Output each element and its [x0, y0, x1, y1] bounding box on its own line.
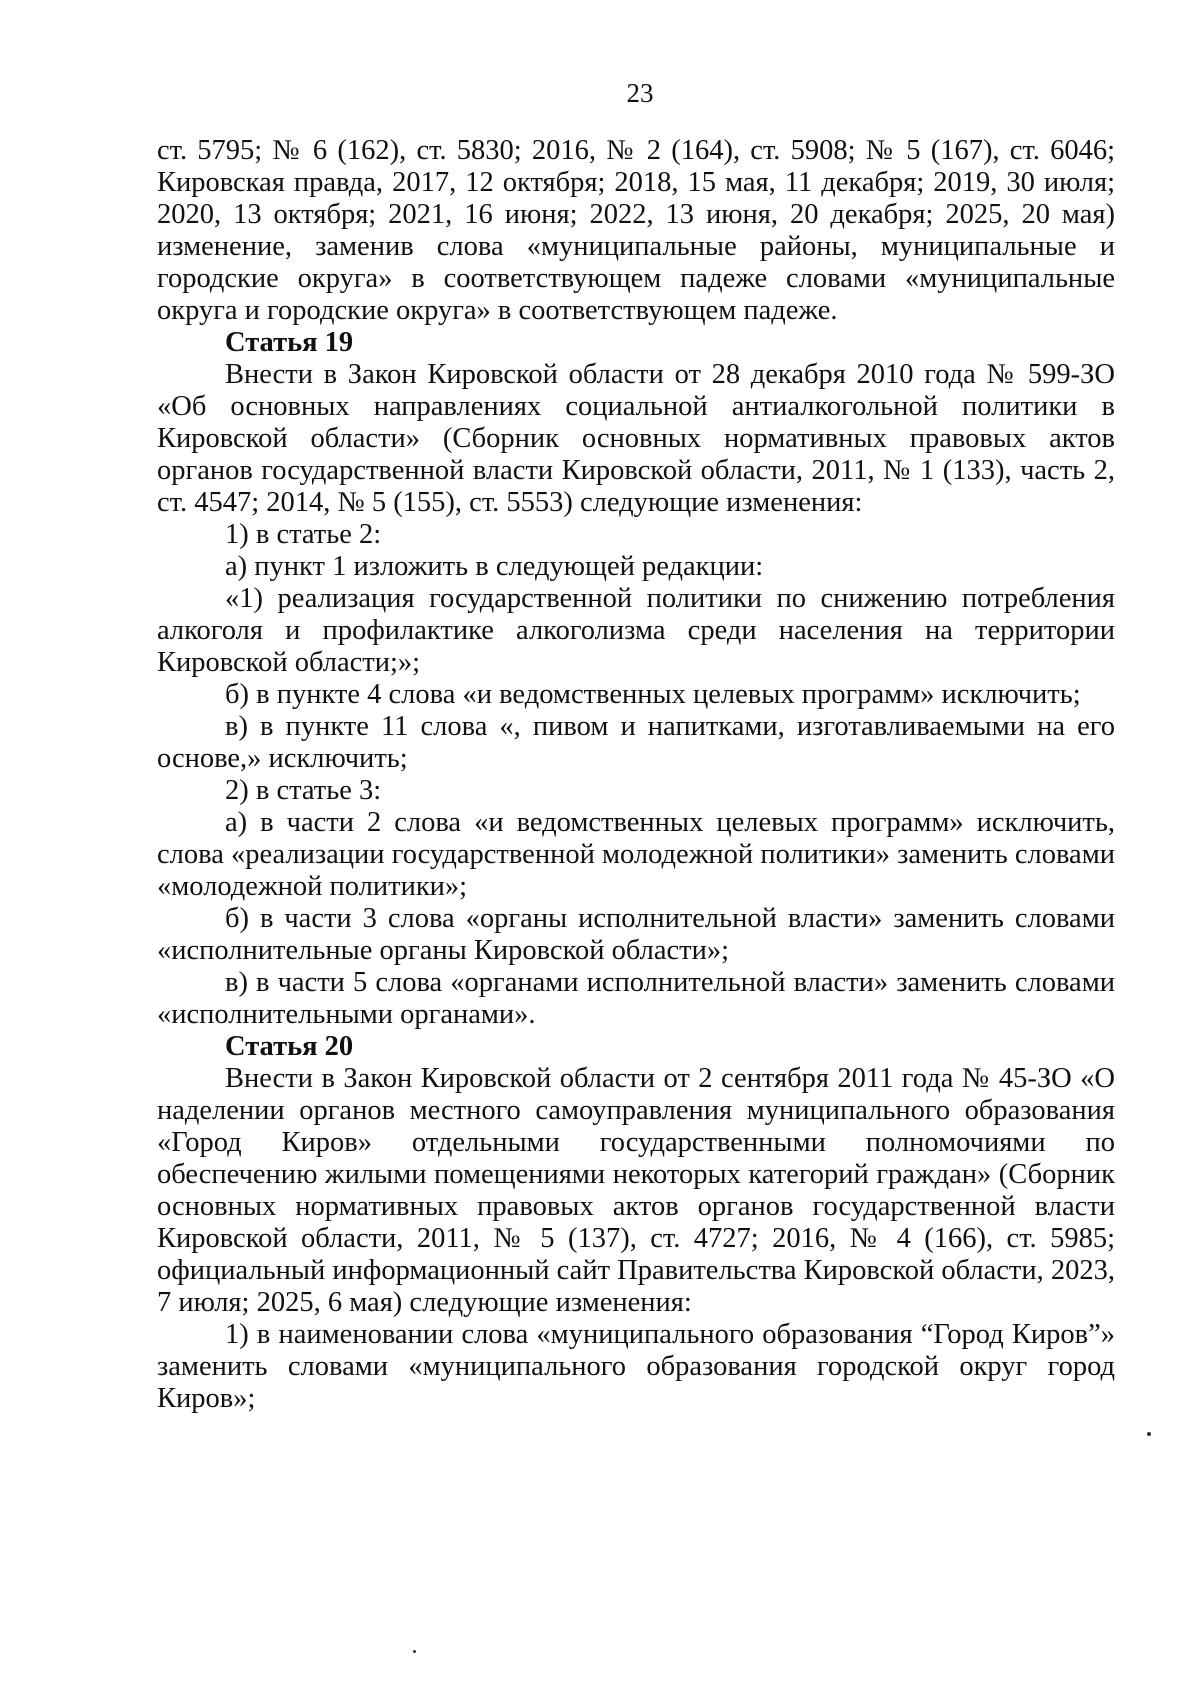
page-number: 23	[626, 78, 654, 108]
article-19-paragraph: Внести в Закон Кировской области от 28 декабря 2010 года № 599-ЗО «Об основных направлениях социальной антиалкогольной политики в Кировской области» (Сборник основных нормативных правовых актов органов государственной власти Кировской области, 2011, № 1 (133), часть 2, ст. 4547; 2014, № 5 (155), ст. 5553) следующие изменения:	[157, 359, 1115, 518]
article-19-paragraph: б) в части 3 слова «органы исполнительной власти» заменить словами «исполнительные органы Кировской области»;	[157, 903, 1115, 966]
article-19-paragraph: а) пункт 1 изложить в следующей редакции:	[225, 551, 764, 582]
article-20-paragraph: Внести в Закон Кировской области от 2 сентября 2011 года № 45-ЗО «О наделении органов местного самоуправления муниципального образования «Город Киров» отдельными государственными полномочиями по обеспечению жилыми помещениями некоторых категорий граждан» (Сборник основных нормативных правовых актов органов государственной власти Кировской области, 2011, № 5 (137), ст. 4727; 2016, № 4 (166), ст. 5985; официальный информационный сайт Правительства Кировской области, 2023, 7 июля; 2025, 6 мая) следующие изменения:	[157, 1063, 1116, 1318]
article-19-paragraph: б) в пункте 4 слова «и ведомственных целевых программ» исключить;	[225, 679, 1081, 710]
article-19-paragraph: 2) в статье 3:	[225, 775, 382, 806]
scan-speck	[1147, 1432, 1151, 1436]
article-19-paragraph: в) в части 5 слова «органами исполнительной власти» заменить словами «исполнительными органами».	[157, 967, 1115, 1030]
document-body	[157, 135, 1115, 1415]
article-19-paragraph: 1) в статье 2:	[225, 519, 382, 550]
article-19-paragraph: а) в части 2 слова «и ведомственных целевых программ» исключить, слова «реализации государственной молодежной политики» заменить словами «молодежной политики»;	[157, 807, 1115, 902]
article-20-paragraph: 1) в наименовании слова «муниципального образования “Город Киров”» заменить словами «муниципального образования городской округ город Киров»;	[157, 1319, 1115, 1414]
scan-speck	[413, 1650, 416, 1653]
article-20-heading: Статья 20	[225, 1031, 354, 1062]
article-19-paragraph: «1) реализация государственной политики по снижению потребления алкоголя и профилактике алкоголизма среди населения на территории Кировской области;»;	[157, 583, 1115, 678]
article-19-paragraph: в) в пункте 11 слова «, пивом и напитками, изготавливаемыми на его основе,» исключить;	[157, 711, 1115, 774]
intro-paragraph: ст. 5795; № 6 (162), ст. 5830; 2016, № 2 (164), ст. 5908; № 5 (167), ст. 6046; Кировская правда, 2017, 12 октября; 2018, 15 мая, 11 декабря; 2019, 30 июля; 2020, 13 октября; 2021, 16 июня; 2022, 13 июня, 20 декабря; 2025, 20 мая) изменение, заменив слова «муниципальные районы, муниципальные и городские округа» в соответствующем падеже словами «муниципальные округа и городские округа» в соответствующем падеже.	[157, 135, 1115, 326]
article-19-heading: Статья 19	[225, 327, 354, 358]
